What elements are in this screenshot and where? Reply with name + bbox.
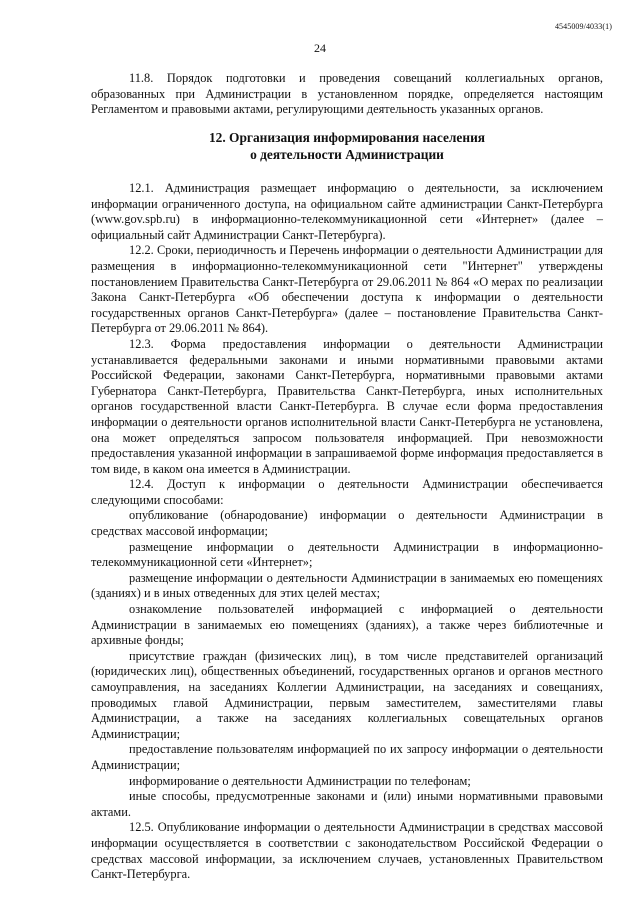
section-body — [91, 181, 603, 883]
list-item: предоставление пользователям информацией по их запросу информации о деятельности Администрации; — [91, 742, 603, 772]
paragraph-12-3: 12.3. Форма предоставления информации о деятельности Администрации устанавливается федеральными законами и иными нормативными правовыми актами Российской Федерации, законами Санкт-Петербурга, нормативными правовыми актами Губернатора Санкт-Петербурга, Правительства Санкт-Петербурга, иных исполнительных органов государственной власти Санкт-Петербурга. В случае если форма предоставления информации о деятельности органов исполнительной власти Санкт-Петербурга не установлена, она может определяться запросом пользователя информацией. При невозможности предоставления указанной информации в запрашиваемой форме информация предоставляется в том виде, в каком она имеется в Администрации. — [91, 336, 603, 476]
section-title-line-2: о деятельности Администрации — [250, 146, 444, 162]
section-title-line-1: 12. Организация информирования населения — [208, 130, 486, 145]
paragraph-12-5: 12.5. Опубликование информации о деятельности Администрации в средствах массовой информации осуществляется в соответствии с законодательством Российской Федерации о средствах массовой информации, за исключением случаев, установленных Правительством Санкт-Петербурга. — [91, 820, 603, 882]
list-item: размещение информации о деятельности Администрации в информационно-телекоммуникационной сети «Интернет»; — [91, 539, 603, 570]
paragraph-12-1: 12.1. Администрация размещает информацию о деятельности, за исключением информации ограниченного доступа, на официальном сайте администрации Санкт-Петербурга (www.gov.spb.ru) в информационно-телекоммуникационной сети «Интернет» (далее – официальный сайт Администрации Санкт-Петербурга). — [91, 181, 603, 242]
list-item: опубликование (обнародование) информации о деятельности Администрации в средствах массовой информации; — [91, 508, 603, 539]
paragraph-11-8: 11.8. Порядок подготовки и проведения совещаний коллегиальных органов, образованных при Администрации в установленном порядке, определяется настоящим Регламентом и правовыми актами, регулирующими деятельность указанных органов. — [91, 71, 603, 117]
document-id: 4545009/4033(1) — [554, 22, 612, 31]
list-item: присутствие граждан (физических лиц), в том числе представителей организаций (юридических лиц), общественных объединений, государственных органов и органов местного самоуправления, на заседаниях Коллегии Администрации, на заседаниях и совещаниях, проводимых главой Администрации, первым заместителем, заместителями главы Администрации, а также на заседаниях коллегиальных совещательных органов Администрации; — [91, 648, 603, 741]
paragraph-12-2: 12.2. Сроки, периодичность и Перечень информации о деятельности Администрации для размещения в информационно-телекоммуникационной сети "Интернет" утверждены постановлением Правительства Санкт-Петербурга от 29.06.2011 № 864 «О мерах по реализации Закона Санкт-Петербурга «Об обеспечении доступа к информации о деятельности государственных органов Санкт-Петербурга» (далее – постановление Правительства Санкт-Петербурга от 29.06.2011 № 864). — [91, 243, 603, 336]
intro-section — [91, 71, 603, 118]
list-item: ознакомление пользователей информацией с информацией о деятельности Администрации в занимаемых ею помещениях (зданиях), а также через библиотечные и архивные фонды; — [91, 602, 603, 648]
paragraph-12-4: 12.4. Доступ к информации о деятельности Администрации обеспечивается следующими способами: — [91, 477, 603, 507]
list-item: иные способы, предусмотренные законами и (или) иными нормативными правовыми актами. — [91, 789, 603, 819]
list-item: информирование о деятельности Администрации по телефонам; — [129, 773, 471, 788]
list-item: размещение информации о деятельности Администрации в занимаемых ею помещениях (зданиях) и в иных отведенных для этих целей местах; — [91, 570, 603, 601]
section-heading — [91, 130, 603, 163]
page-number: 24 — [314, 41, 326, 55]
